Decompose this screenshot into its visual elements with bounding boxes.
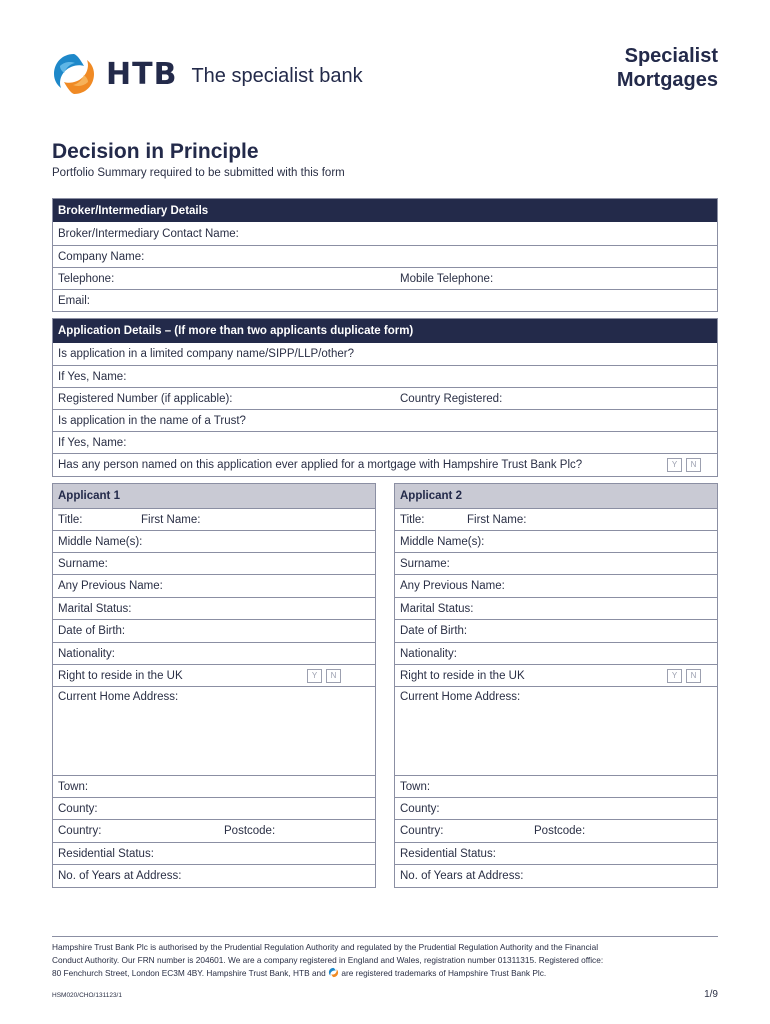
applicant1-country-label: Country: bbox=[58, 825, 102, 837]
applicant1-postcode-label: Postcode: bbox=[224, 825, 276, 837]
applicant1-address-row[interactable] bbox=[53, 686, 375, 775]
applicant2-right-to-reside-yn bbox=[667, 669, 701, 683]
applicant2-first-name-label: First Name: bbox=[467, 513, 527, 526]
applicant1-marital-status-label: Marital Status: bbox=[58, 602, 132, 615]
applicant1-title-row[interactable] bbox=[53, 508, 375, 530]
applicant2-title-label: Title: bbox=[400, 513, 425, 526]
applicant2-surname-label: Surname: bbox=[400, 557, 450, 570]
applicant2-residential-status-row[interactable] bbox=[395, 842, 717, 864]
footer-line-3 bbox=[52, 967, 718, 980]
telephone-label: Telephone: bbox=[58, 272, 115, 285]
if-yes-name-label: If Yes, Name: bbox=[58, 370, 127, 383]
applicant2-country-row[interactable] bbox=[395, 819, 717, 842]
applicant2-previous-name-row[interactable] bbox=[395, 574, 717, 597]
applicant2-header: Applicant 2 bbox=[395, 484, 717, 508]
applicant1-town-row[interactable] bbox=[53, 775, 375, 797]
applicant2-nationality-row[interactable] bbox=[395, 642, 717, 664]
applicant2-middle-names-row[interactable] bbox=[395, 530, 717, 552]
applicant1-middle-names-row[interactable] bbox=[53, 530, 375, 552]
product-title-line2: Mortgages bbox=[616, 69, 718, 91]
applied-before-yn bbox=[667, 458, 701, 472]
applicant2-middle-names-label: Middle Name(s): bbox=[400, 535, 485, 548]
applicant2-surname-row[interactable] bbox=[395, 552, 717, 574]
applicant1-reside-no-checkbox[interactable]: N bbox=[326, 669, 341, 683]
applicant2-right-to-reside-label: Right to reside in the UK bbox=[400, 669, 525, 682]
applicant1-surname-row[interactable] bbox=[53, 552, 375, 574]
product-title-line1: Specialist bbox=[624, 45, 718, 67]
htb-logo bbox=[50, 50, 363, 98]
applicant1-surname-label: Surname: bbox=[58, 557, 108, 570]
applicant1-town-label: Town: bbox=[58, 780, 89, 793]
broker-contact-label: Broker/Intermediary Contact Name: bbox=[58, 227, 239, 240]
applicant2-residential-status-label: Residential Status: bbox=[400, 847, 496, 860]
applicant2-county-label: County: bbox=[400, 802, 440, 815]
applicant1-right-to-reside-row bbox=[53, 664, 375, 686]
application-header: Application Details – (If more than two applicants duplicate form) bbox=[53, 319, 717, 343]
applicant2-country-label: Country: bbox=[400, 825, 444, 837]
broker-contact-row[interactable] bbox=[53, 222, 717, 245]
applicant1-residential-status-row[interactable] bbox=[53, 842, 375, 864]
applicant1-dob-label: Date of Birth: bbox=[58, 625, 126, 637]
applicant2-reside-no-checkbox[interactable]: N bbox=[686, 669, 701, 683]
company-name-row[interactable] bbox=[53, 245, 717, 267]
telephone-row[interactable] bbox=[53, 267, 717, 289]
applicant1-previous-name-row[interactable] bbox=[53, 574, 375, 597]
logo-tagline: The specialist bank bbox=[191, 64, 363, 87]
trust-label: Is application in the name of a Trust? bbox=[58, 414, 246, 427]
applied-before-no-checkbox[interactable]: N bbox=[686, 458, 701, 472]
registered-number-row[interactable] bbox=[53, 387, 717, 409]
document-code: HSM020/CHO/131123/1 bbox=[52, 992, 122, 999]
applicant2-nationality-label: Nationality: bbox=[400, 647, 457, 660]
applicant1-country-row[interactable] bbox=[53, 819, 375, 842]
applicant1-right-to-reside-label: Right to reside in the UK bbox=[58, 669, 183, 682]
applicant2-dob-row[interactable] bbox=[395, 619, 717, 642]
applied-before-yes-checkbox[interactable]: Y bbox=[667, 458, 682, 472]
applicant2-reside-yes-checkbox[interactable]: Y bbox=[667, 669, 682, 683]
applied-before-label: Has any person named on this application ever applied for a mortgage with Hampshire Trust Bank Plc? bbox=[58, 459, 583, 471]
company-name-yes-row[interactable] bbox=[53, 365, 717, 387]
email-row[interactable] bbox=[53, 289, 717, 312]
footer-line-1: Hampshire Trust Bank Plc is authorised by the Prudential Regulation Authority and regulated by the Prudential Regulation Authority and the Financial bbox=[52, 942, 599, 952]
applicant2-address-label: Current Home Address: bbox=[400, 691, 521, 703]
footer-line-2: Conduct Authority. Our FRN number is 204601. We are a company registered in England and Wales, registration number 01311315. Registered office: bbox=[52, 955, 604, 965]
htb-swirl-icon bbox=[50, 50, 98, 98]
applicant1-title-label: Title: bbox=[58, 513, 83, 526]
legal-footer bbox=[52, 936, 718, 980]
applicant1-nationality-label: Nationality: bbox=[58, 647, 115, 660]
applicant1-county-label: County: bbox=[58, 802, 98, 815]
broker-header: Broker/Intermediary Details bbox=[53, 199, 717, 222]
applicant1-header: Applicant 1 bbox=[53, 484, 375, 508]
applicant1-reside-yes-checkbox[interactable]: Y bbox=[307, 669, 322, 683]
form-title: Decision in Principle bbox=[52, 140, 259, 163]
applicant2-postcode-label: Postcode: bbox=[534, 825, 586, 837]
htb-mini-logo-icon bbox=[328, 967, 339, 978]
country-registered-label: Country Registered: bbox=[400, 392, 503, 405]
trust-row[interactable] bbox=[53, 409, 717, 431]
email-label: Email: bbox=[58, 295, 90, 307]
applicant2-county-row[interactable] bbox=[395, 797, 717, 819]
applicant2-marital-status-label: Marital Status: bbox=[400, 602, 474, 615]
applicant2-address-row[interactable] bbox=[395, 686, 717, 775]
applicant2-dob-label: Date of Birth: bbox=[400, 625, 468, 637]
trust-name-row[interactable] bbox=[53, 431, 717, 453]
applicant2-section bbox=[394, 483, 718, 888]
applicant2-marital-status-row[interactable] bbox=[395, 597, 717, 619]
registered-number-label: Registered Number (if applicable): bbox=[58, 392, 233, 405]
trust-if-yes-name-label: If Yes, Name: bbox=[58, 436, 127, 449]
applicant2-town-label: Town: bbox=[400, 780, 431, 793]
applicant2-previous-name-label: Any Previous Name: bbox=[400, 580, 505, 592]
footer-line-3a: 80 Fenchurch Street, London EC3M 4BY. Hampshire Trust Bank, HTB and bbox=[52, 968, 326, 978]
applicant1-dob-row[interactable] bbox=[53, 619, 375, 642]
applicant1-residential-status-label: Residential Status: bbox=[58, 847, 154, 860]
applicant1-county-row[interactable] bbox=[53, 797, 375, 819]
limited-company-row[interactable] bbox=[53, 343, 717, 365]
form-subtitle: Portfolio Summary required to be submitted with this form bbox=[52, 167, 345, 179]
applicant2-years-row[interactable] bbox=[395, 864, 717, 886]
footer-line-3b: are registered trademarks of Hampshire Trust Bank Plc. bbox=[341, 968, 547, 978]
applicant2-town-row[interactable] bbox=[395, 775, 717, 797]
applicant2-right-to-reside-row bbox=[395, 664, 717, 686]
applicant1-right-to-reside-yn bbox=[307, 669, 341, 683]
broker-section bbox=[52, 198, 718, 312]
mobile-telephone-label: Mobile Telephone: bbox=[400, 272, 494, 285]
applicant1-previous-name-label: Any Previous Name: bbox=[58, 580, 163, 592]
applicant1-years-label: No. of Years at Address: bbox=[58, 869, 182, 882]
applicant2-title-row[interactable] bbox=[395, 508, 717, 530]
product-title bbox=[617, 44, 718, 92]
applicant1-years-row[interactable] bbox=[53, 864, 375, 886]
applicant1-middle-names-label: Middle Name(s): bbox=[58, 535, 143, 548]
logo-wordmark: HTB bbox=[106, 56, 178, 92]
applied-before-row bbox=[53, 453, 717, 476]
applicant1-section bbox=[52, 483, 376, 888]
applicant2-years-label: No. of Years at Address: bbox=[400, 869, 524, 882]
application-section bbox=[52, 318, 718, 477]
company-name-label: Company Name: bbox=[58, 250, 145, 263]
applicant1-marital-status-row[interactable] bbox=[53, 597, 375, 619]
limited-company-label: Is application in a limited company name/SIPP/LLP/other? bbox=[58, 348, 354, 360]
page-number: 1/9 bbox=[704, 989, 718, 1000]
applicant1-nationality-row[interactable] bbox=[53, 642, 375, 664]
applicant1-first-name-label: First Name: bbox=[141, 513, 201, 526]
applicant1-address-label: Current Home Address: bbox=[58, 691, 179, 703]
